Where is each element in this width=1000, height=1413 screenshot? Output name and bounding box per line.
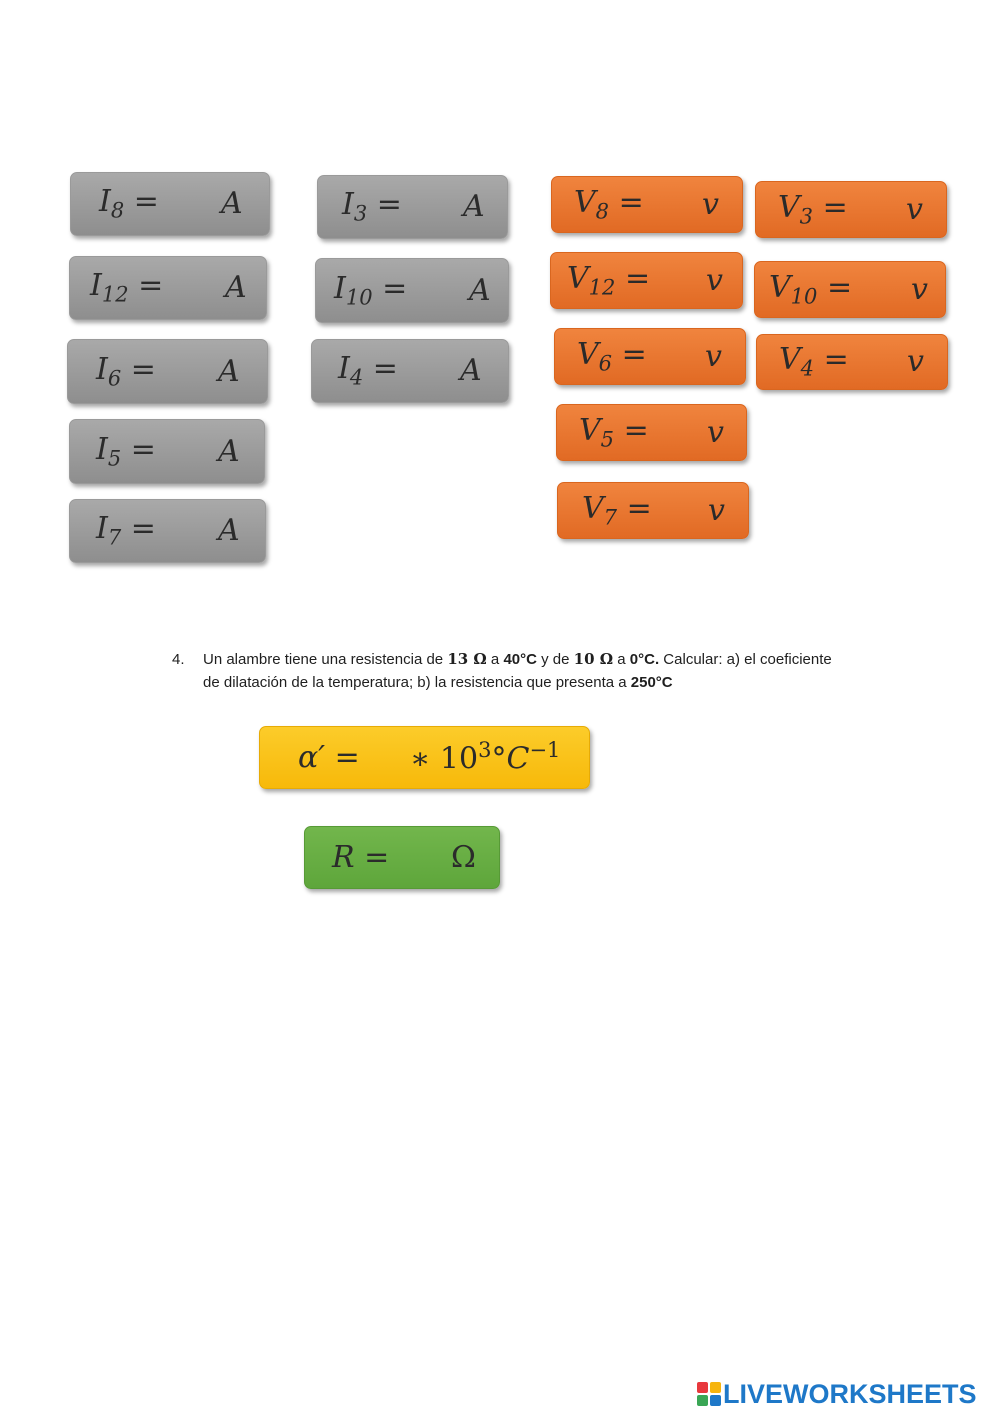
liveworksheets-logo <box>697 1378 977 1409</box>
alpha-label: α′ = <box>298 739 360 775</box>
question-number: 4. <box>172 651 185 668</box>
voltage-unit: v <box>705 338 722 374</box>
resistance-unit: Ω <box>451 839 476 875</box>
current-unit: A <box>463 188 485 224</box>
voltage-input-v6[interactable] <box>554 328 746 385</box>
logo-mark-icon <box>697 1382 721 1406</box>
current-label-i6: $I_6$ = <box>96 351 156 391</box>
current-input-i4[interactable] <box>311 339 509 403</box>
voltage-unit: v <box>707 414 724 450</box>
alpha-answer-input[interactable] <box>259 726 590 789</box>
current-label-i4: $I_4$ = <box>338 350 398 390</box>
current-unit: A <box>469 272 491 308</box>
question-4 <box>172 648 852 694</box>
voltage-input-v3[interactable] <box>755 181 947 238</box>
current-input-i10[interactable] <box>315 258 509 323</box>
voltage-label-v12: $V_{12}$ = <box>567 260 651 300</box>
voltage-input-v7[interactable] <box>557 482 749 539</box>
voltage-label-v5: $V_5$ = <box>579 412 649 452</box>
voltage-unit: v <box>702 186 719 222</box>
current-unit: A <box>218 512 240 548</box>
current-label-i5: $I_5$ = <box>96 431 156 471</box>
voltage-input-v10[interactable] <box>754 261 946 318</box>
current-input-i8[interactable] <box>70 172 270 236</box>
alpha-unit: ∗ $10^3^\circ C^{-1}$ <box>410 737 561 777</box>
question-text: Un alambre tiene una resistencia de 13 Ω a 40°C y de 10 Ω a 0°C. Calcular: a) el coeficiente de dilatación de la temperatura; b) la resistencia que presenta a 250°C <box>203 650 832 691</box>
current-label-i10: $I_{10}$ = <box>334 270 408 310</box>
resistance-label: R = <box>332 839 390 875</box>
voltage-unit: v <box>708 492 725 528</box>
current-label-i8: $I_8$ = <box>99 183 159 223</box>
voltage-input-v12[interactable] <box>550 252 743 309</box>
current-input-i3[interactable] <box>317 175 508 239</box>
current-unit: A <box>218 433 240 469</box>
current-label-i7: $I_7$ = <box>96 510 156 550</box>
voltage-label-v8: $V_8$ = <box>574 184 644 224</box>
voltage-label-v6: $V_6$ = <box>577 336 647 376</box>
voltage-label-v10: $V_{10}$ = <box>769 269 853 309</box>
voltage-input-v8[interactable] <box>551 176 743 233</box>
current-label-i12: $I_{12}$ = <box>90 267 164 307</box>
voltage-unit: v <box>907 343 924 379</box>
voltage-input-v5[interactable] <box>556 404 747 461</box>
current-input-i7[interactable] <box>69 499 266 563</box>
current-unit: A <box>221 185 243 221</box>
voltage-label-v4: $V_4$ = <box>779 341 849 381</box>
voltage-unit: v <box>706 262 723 298</box>
current-label-i3: $I_3$ = <box>342 186 402 226</box>
voltage-label-v3: $V_3$ = <box>778 189 848 229</box>
resistance-answer-input[interactable] <box>304 826 500 889</box>
current-input-i5[interactable] <box>69 419 265 484</box>
current-input-i6[interactable] <box>67 339 268 404</box>
voltage-input-v4[interactable] <box>756 334 948 390</box>
current-unit: A <box>225 269 247 305</box>
voltage-unit: v <box>911 271 928 307</box>
logo-text: LIVEWORKSHEETS <box>723 1378 977 1409</box>
voltage-unit: v <box>906 191 923 227</box>
current-unit: A <box>460 352 482 388</box>
current-input-i12[interactable] <box>69 256 267 320</box>
voltage-label-v7: $V_7$ = <box>582 490 652 530</box>
current-unit: A <box>218 353 240 389</box>
